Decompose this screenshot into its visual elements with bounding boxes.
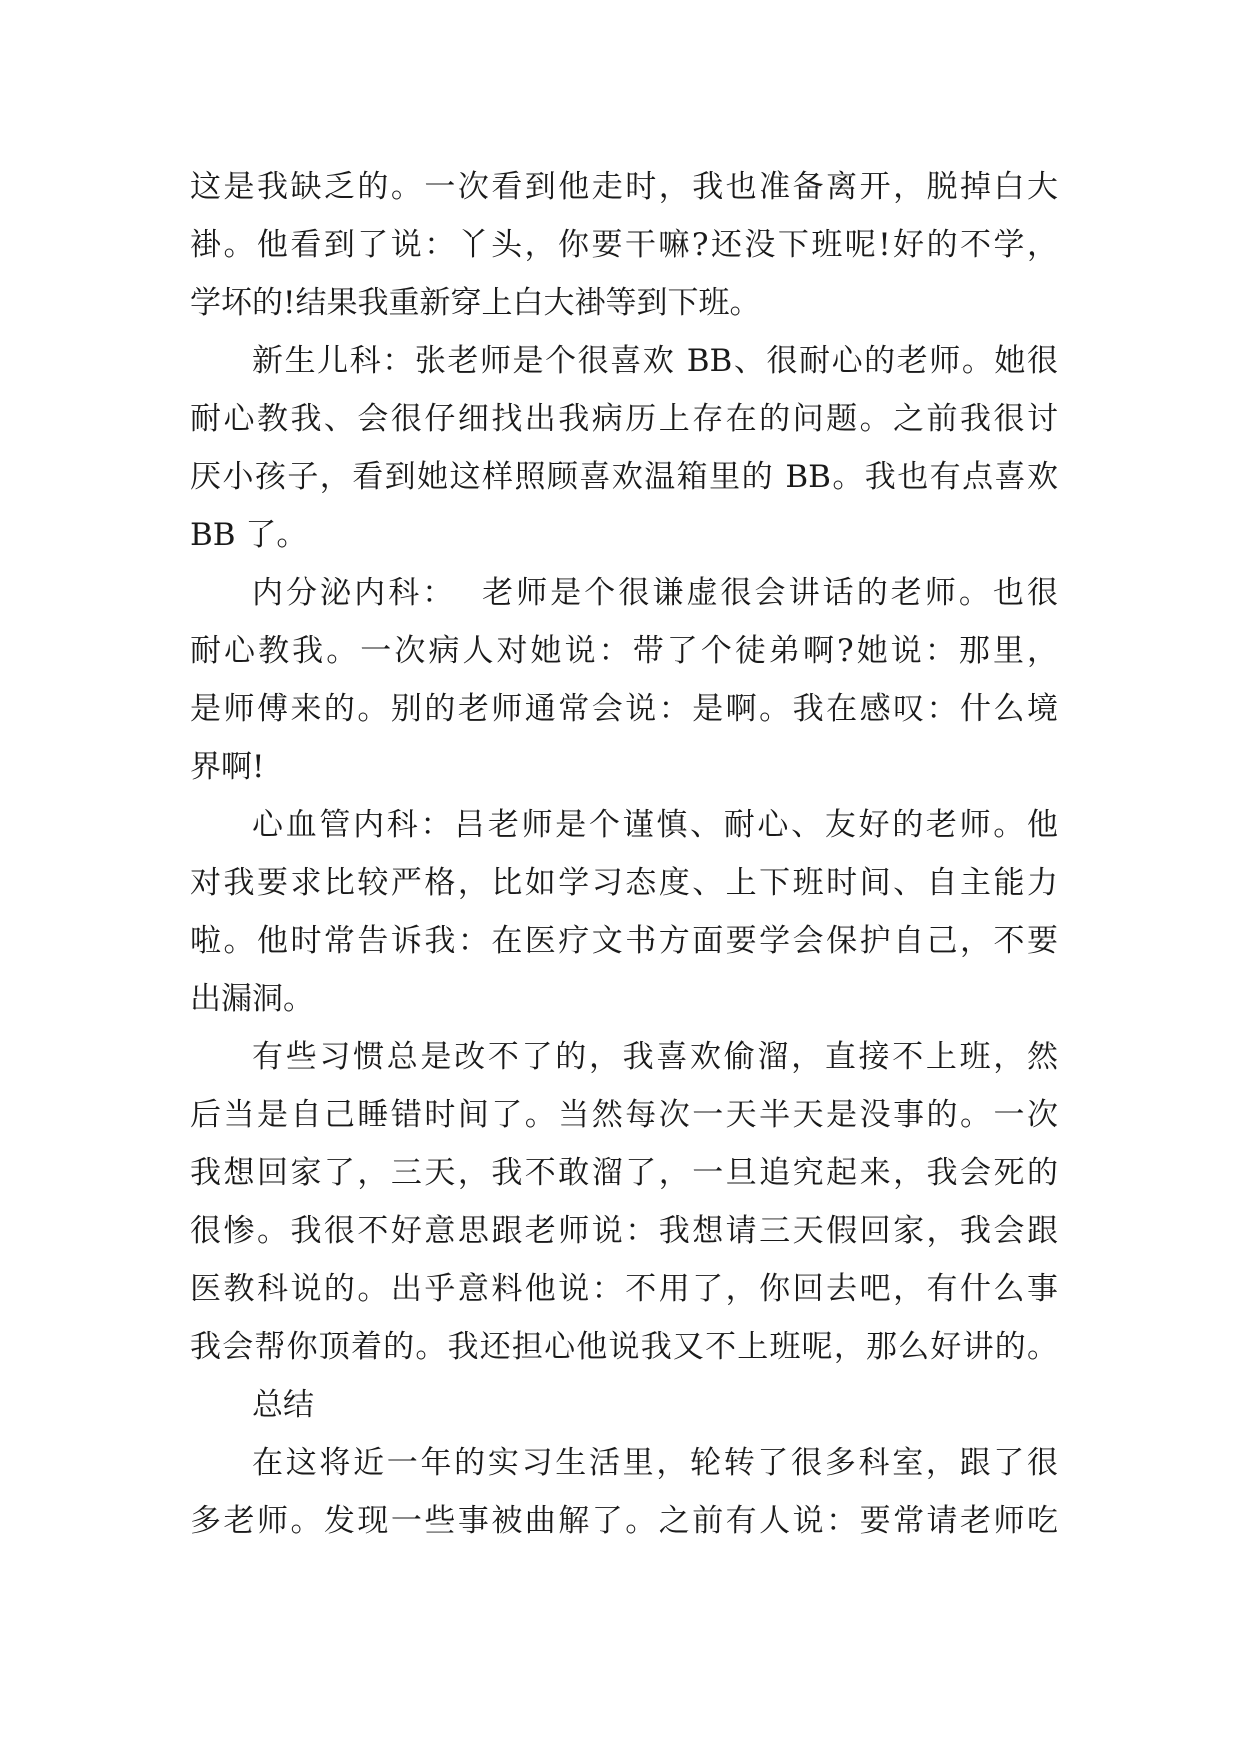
text-line: 医教科说的。出乎意料他说：不用了，你回去吧，有什么事 — [190, 1271, 1058, 1307]
text-line: 耐心教我。一次病人对她说：带了个徒弟啊?她说：那里， — [190, 633, 1058, 669]
text-line: 这是我缺乏的。一次看到他走时，我也准备离开，脱掉白大 — [190, 169, 1058, 205]
text-line: 我会帮你顶着的。我还担心他说我又不上班呢，那么好讲的。 — [190, 1329, 1058, 1365]
text-line: 总结 — [252, 1387, 314, 1423]
text-line: 内分泌内科： 老师是个很谦虚很会讲话的老师。也很 — [252, 575, 1058, 611]
text-line: 界啊! — [190, 749, 265, 785]
text-line: 我想回家了，三天，我不敢溜了，一旦追究起来，我会死的 — [190, 1155, 1058, 1191]
text-line: 出漏洞。 — [190, 981, 314, 1017]
text-line: 新生儿科：张老师是个很喜欢 BB、很耐心的老师。她很 — [252, 343, 1058, 379]
text-line: 褂。他看到了说：丫头，你要干嘛?还没下班呢!好的不学， — [190, 227, 1058, 263]
text-line: 有些习惯总是改不了的，我喜欢偷溜，直接不上班，然 — [252, 1039, 1058, 1075]
text-line: 在这将近一年的实习生活里，轮转了很多科室，跟了很 — [252, 1445, 1058, 1481]
text-line: 学坏的!结果我重新穿上白大褂等到下班。 — [190, 285, 761, 321]
text-line: 多老师。发现一些事被曲解了。之前有人说：要常请老师吃 — [190, 1503, 1058, 1539]
text-line: 很惨。我很不好意思跟老师说：我想请三天假回家，我会跟 — [190, 1213, 1058, 1249]
text-line: 心血管内科：吕老师是个谨慎、耐心、友好的老师。他 — [252, 807, 1058, 843]
text-line: 厌小孩子，看到她这样照顾喜欢温箱里的 BB。我也有点喜欢 — [190, 459, 1058, 495]
text-line: 耐心教我、会很仔细找出我病历上存在的问题。之前我很讨 — [190, 401, 1058, 437]
text-line: 啦。他时常告诉我：在医疗文书方面要学会保护自己，不要 — [190, 923, 1058, 959]
text-line: BB 了。 — [190, 517, 308, 553]
document-body-text — [190, 158, 1070, 1550]
text-line: 后当是自己睡错时间了。当然每次一天半天是没事的。一次 — [190, 1097, 1058, 1133]
text-line: 对我要求比较严格，比如学习态度、上下班时间、自主能力 — [190, 865, 1058, 901]
text-line: 是师傅来的。别的老师通常会说：是啊。我在感叹：什么境 — [190, 691, 1058, 727]
